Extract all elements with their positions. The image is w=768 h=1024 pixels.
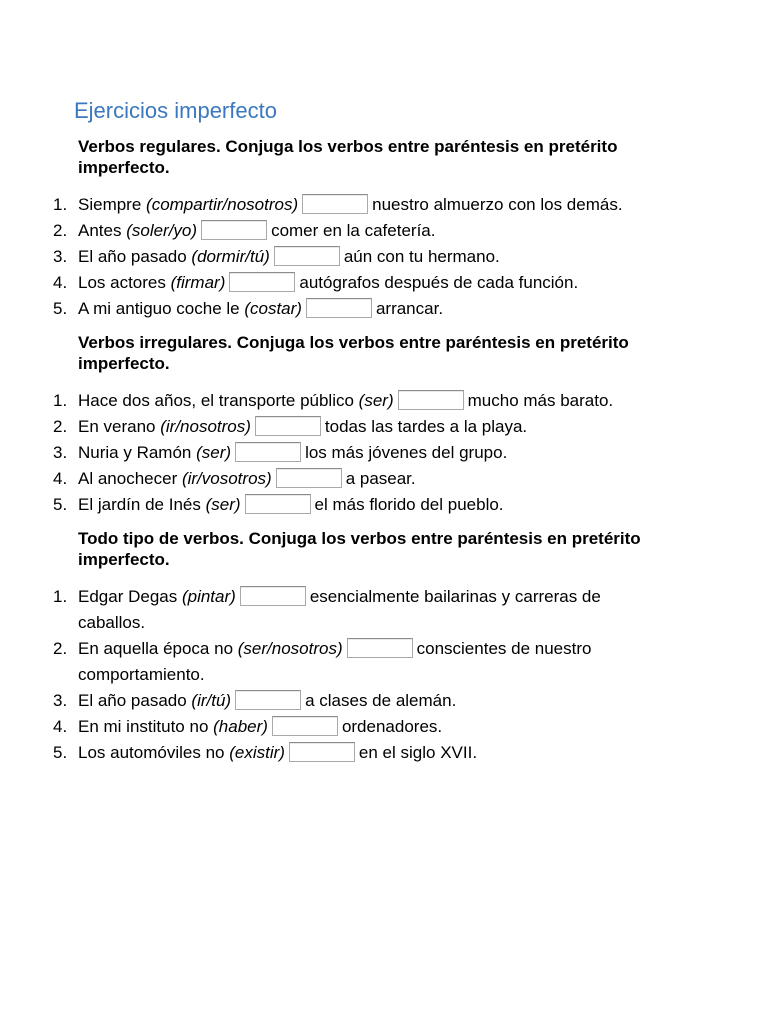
item-text-after: los más jóvenes del grupo.	[305, 443, 508, 462]
item-number: 4.	[53, 469, 68, 488]
item-text-before: Siempre	[78, 195, 147, 214]
item-number: 3.	[53, 691, 68, 710]
item-text-after: mucho más barato.	[467, 391, 614, 410]
item-number: 4.	[53, 717, 68, 736]
answer-input[interactable]	[302, 194, 368, 214]
item-text-after: esencialmente bailarinas y carreras de	[309, 587, 601, 606]
item-text-continuation: caballos.	[78, 613, 146, 632]
item-text-before: Los actores	[78, 273, 171, 292]
verb-hint: (ser/nosotros)	[237, 639, 343, 658]
item-number: 3.	[53, 443, 68, 462]
item-text-before: En mi instituto no	[78, 717, 214, 736]
item-text-after: todas las tardes a la playa.	[324, 417, 528, 436]
verb-hint: (ser)	[196, 443, 232, 462]
item-text-before: El año pasado	[78, 247, 192, 266]
answer-input[interactable]	[229, 272, 295, 292]
item-number: 1.	[53, 587, 68, 606]
answer-input[interactable]	[240, 586, 306, 606]
item-text-before: Al anochecer	[78, 469, 182, 488]
section-instruction: Todo tipo de verbos. Conjuga los verbos entre paréntesis en pretérito imperfecto.	[78, 529, 641, 569]
section-instruction: Verbos regulares. Conjuga los verbos entre paréntesis en pretérito imperfecto.	[78, 137, 618, 177]
item-text-before: En aquella época no	[78, 639, 238, 658]
item-number: 2.	[53, 221, 68, 240]
item-text-after: comer en la cafetería.	[271, 221, 436, 240]
answer-input[interactable]	[398, 390, 464, 410]
answer-input[interactable]	[276, 468, 342, 488]
answer-input[interactable]	[245, 494, 311, 514]
item-text-before: Hace dos años, el transporte público	[78, 391, 359, 410]
verb-hint: (pintar)	[181, 587, 236, 606]
item-text-before: Antes	[78, 221, 127, 240]
verb-hint: (ser)	[205, 495, 241, 514]
item-number: 3.	[53, 247, 68, 266]
item-number: 4.	[53, 273, 68, 292]
verb-hint: (haber)	[213, 717, 268, 736]
verb-hint: (soler/yo)	[126, 221, 198, 240]
item-number: 5.	[53, 495, 68, 514]
item-text-before: El año pasado	[78, 691, 192, 710]
item-text-before: Nuria y Ramón	[78, 443, 197, 462]
item-text-before: En verano	[78, 417, 161, 436]
item-number: 1.	[53, 195, 68, 214]
item-text-after: a clases de alemán.	[305, 691, 457, 710]
item-text-continuation: comportamiento.	[78, 665, 205, 684]
answer-input[interactable]	[272, 716, 338, 736]
item-text-after: arrancar.	[375, 299, 444, 318]
section-instruction: Verbos irregulares. Conjuga los verbos entre paréntesis en pretérito imperfecto.	[78, 333, 629, 373]
verb-hint: (firmar)	[170, 273, 226, 292]
verb-hint: (costar)	[244, 299, 302, 318]
verb-hint: (ir/vosotros)	[181, 469, 272, 488]
item-number: 2.	[53, 639, 68, 658]
item-text-before: A mi antiguo coche le	[78, 299, 245, 318]
answer-input[interactable]	[289, 742, 355, 762]
item-text-after: nuestro almuerzo con los demás.	[372, 195, 623, 214]
answer-input[interactable]	[201, 220, 267, 240]
verb-hint: (compartir/nosotros)	[146, 195, 299, 214]
item-number: 5.	[53, 743, 68, 762]
item-text-after: autógrafos después de cada función.	[299, 273, 579, 292]
verb-hint: (ir/tú)	[191, 691, 232, 710]
item-number: 2.	[53, 417, 68, 436]
answer-input[interactable]	[347, 638, 413, 658]
item-text-after: ordenadores.	[341, 717, 443, 736]
item-text-after: conscientes de nuestro	[416, 639, 592, 658]
verb-hint: (dormir/tú)	[191, 247, 270, 266]
item-text-before: El jardín de Inés	[78, 495, 206, 514]
item-text-after: aún con tu hermano.	[343, 247, 500, 266]
item-text-before: Edgar Degas	[78, 587, 182, 606]
verb-hint: (existir)	[229, 743, 285, 762]
answer-input[interactable]	[255, 416, 321, 436]
answer-input[interactable]	[306, 298, 372, 318]
item-text-after: en el siglo XVII.	[358, 743, 478, 762]
answer-input[interactable]	[235, 690, 301, 710]
verb-hint: (ser)	[358, 391, 394, 410]
answer-input[interactable]	[274, 246, 340, 266]
item-number: 5.	[53, 299, 68, 318]
item-text-after: a pasear.	[345, 469, 416, 488]
verb-hint: (ir/nosotros)	[160, 417, 251, 436]
item-text-after: el más florido del pueblo.	[314, 495, 504, 514]
item-text-before: Los automóviles no	[78, 743, 230, 762]
item-number: 1.	[53, 391, 68, 410]
page-title: Ejercicios imperfecto	[74, 98, 277, 123]
answer-input[interactable]	[235, 442, 301, 462]
